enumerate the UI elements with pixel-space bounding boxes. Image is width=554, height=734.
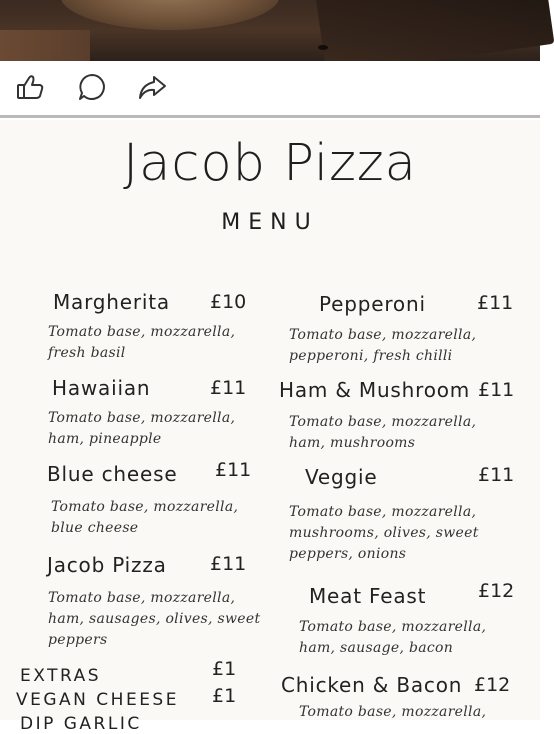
menu-item-description: Tomato base, mozzarella, mushrooms, olives, sweet peppers, onions	[289, 504, 479, 562]
menu-poster	[0, 120, 540, 734]
menu-item-price: £11	[215, 459, 252, 481]
extra-name: VEGAN CHEESE	[16, 690, 179, 710]
menu-item-name: Margherita	[53, 290, 170, 314]
extra-price: £1	[212, 658, 237, 680]
extra-price: £1	[212, 685, 237, 707]
menu-subtitle: MENU	[221, 210, 319, 235]
menu-item-description: Tomato base, mozzarella, ham, pineapple	[48, 410, 236, 447]
menu-item-price: £12	[474, 674, 511, 696]
post-action-bar	[0, 61, 540, 118]
menu-item-description: Tomato base, mozzarella, blue cheese	[51, 499, 239, 536]
menu-item-name: Veggie	[305, 465, 378, 489]
menu-item-name: Ham & Mushroom	[279, 378, 471, 402]
pizza-photo	[0, 0, 540, 61]
menu-item-price: £12	[478, 580, 515, 602]
menu-item-name: Meat Feast	[309, 584, 427, 608]
menu-item-description: Tomato base, mozzarella, ham, sausages, olives, sweet peppers	[48, 590, 261, 648]
menu-title: Jacob Pizza	[123, 134, 417, 193]
menu-item-price: £11	[210, 377, 247, 399]
menu-item-name: Hawaiian	[52, 376, 151, 400]
menu-item-description: Tomato base, mozzarella,	[299, 704, 487, 720]
extra-name: DIP GARLIC	[20, 714, 142, 734]
thumbs-up-icon[interactable]	[14, 71, 46, 103]
menu-item-name: Jacob Pizza	[47, 553, 167, 577]
menu-item-description: Tomato base, mozzarella, ham, mushrooms	[289, 414, 477, 451]
menu-item-price: £11	[210, 553, 247, 575]
menu-item-price: £11	[477, 292, 514, 314]
share-arrow-icon[interactable]	[136, 71, 168, 103]
menu-item-description: Tomato base, mozzarella, pepperoni, fresh chilli	[289, 327, 477, 364]
menu-item-price: £11	[478, 464, 515, 486]
speech-bubble-icon[interactable]	[76, 71, 108, 103]
menu-item-name: Blue cheese	[47, 462, 178, 486]
menu-item-price: £10	[210, 291, 247, 313]
menu-item-description: Tomato base, mozzarella, ham, sausage, bacon	[299, 619, 487, 656]
menu-item-name: Pepperoni	[319, 292, 426, 316]
extra-name: EXTRAS	[20, 666, 102, 686]
menu-item-description: Tomato base, mozzarella, fresh basil	[48, 324, 236, 361]
menu-item-name: Chicken & Bacon	[281, 673, 463, 697]
menu-item-price: £11	[478, 379, 515, 401]
